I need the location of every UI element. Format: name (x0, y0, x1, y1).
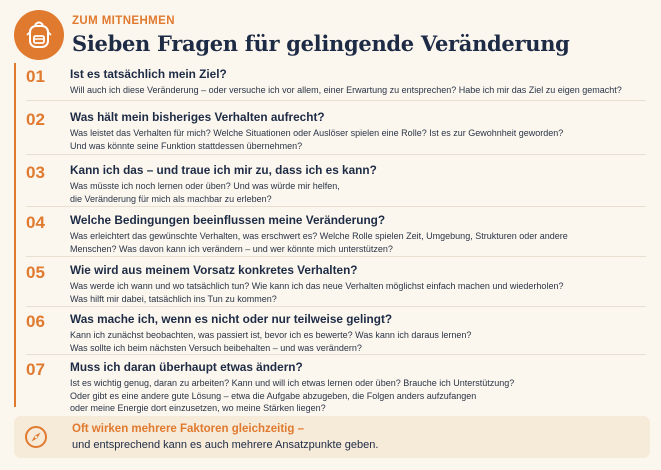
item-text (70, 377, 644, 415)
item-question: Was hält mein bisheriges Verhalten aufrecht? (70, 110, 325, 124)
callout-headline: Oft wirken mehrere Faktoren gleichzeitig – (72, 423, 304, 435)
item-text-line: Was leistet das Verhalten für mich? Welche Situationen oder Auslöser spielen eine Rolle? Ist es zur Gewohnheit geworden? (70, 128, 564, 138)
item-question: Wie wird aus meinem Vorsatz konkretes Verhalten? (70, 263, 358, 277)
item-text-line: Was erleichtert das gewünschte Verhalten, was erschwert es? Welche Rolle spielen Zeit, Umgebung, Strukturen oder andere (70, 231, 568, 241)
divider (26, 154, 646, 155)
item-text-line: Menschen? Was davon kann ich verändern – und wer könnte mich unterstützen? (70, 243, 393, 254)
backpack-icon (14, 10, 64, 60)
item-text-line: Oder gibt es eine andere gute Lösung – etwa die Aufgabe abzugeben, die Folgen anders aufzufangen (70, 390, 477, 401)
item-text (70, 84, 644, 97)
item-question: Was mache ich, wenn es nicht oder nur teilweise gelingt? (70, 312, 393, 326)
item-text-line: oder meine Energie dort einzusetzen, wo meine Stärken liegen? (70, 403, 326, 413)
item-text-line: Was sollte ich beim nächsten Versuch beibehalten – und was verändern? (70, 342, 362, 353)
item-number: 03 (26, 163, 45, 182)
item-number: 07 (26, 360, 45, 379)
item-text-line: Will auch ich diese Veränderung – oder versuche ich vor allem, einer Erwartung zu entsprechen? Habe ich mir das Ziel zu eigen gemacht? (70, 85, 622, 95)
divider (26, 100, 646, 101)
item-number: 01 (26, 67, 45, 86)
page-title: Sieben Fragen für gelingende Veränderung (72, 31, 570, 56)
divider (26, 256, 646, 257)
kicker-label: ZUM MITNEHMEN (72, 15, 175, 27)
item-number: 05 (26, 263, 45, 282)
header (14, 10, 644, 60)
callout-text: und entsprechend kann es auch mehrere Ansatzpunkte geben. (72, 439, 379, 451)
divider (26, 306, 646, 307)
item-text-line: Was werde ich wann und wo tatsächlich tun? Wie kann ich das neue Verhalten möglichst einfach machen und wiederholen? (70, 281, 564, 291)
item-text-line: Was hilft mir dabei, tatsächlich ins Tun zu kommen? (70, 293, 277, 304)
item-question: Kann ich das – und traue ich mir zu, dass ich es kann? (70, 163, 377, 177)
item-text-line: die Veränderung für mich als machbar zu erleben? (70, 193, 272, 204)
item-number: 04 (26, 213, 45, 232)
item-text (70, 280, 644, 305)
accent-line (14, 63, 16, 407)
item-text-line: Was müsste ich noch lernen oder üben? Und was würde mir helfen, (70, 181, 340, 191)
item-number: 06 (26, 312, 45, 331)
item-text-line: Kann ich zunächst beobachten, was passiert ist, bevor ich es bewerte? Was kann ich daraus lernen? (70, 330, 472, 340)
item-text-line: Ist es wichtig genug, daran zu arbeiten? Kann und will ich etwas lernen oder üben? Brauche ich Unterstützung? (70, 378, 515, 388)
item-number: 02 (26, 110, 45, 129)
summary-callout (14, 416, 650, 458)
item-text (70, 180, 644, 205)
item-question: Muss ich daran überhaupt etwas ändern? (70, 360, 303, 374)
item-question: Welche Bedingungen beeinflussen meine Veränderung? (70, 213, 386, 227)
item-text (70, 230, 644, 255)
item-question: Ist es tatsächlich mein Ziel? (70, 67, 227, 81)
item-text (70, 329, 644, 354)
divider (26, 206, 646, 207)
item-text-line: Und was könnte seine Funktion stattdessen übernehmen? (70, 140, 303, 151)
divider (26, 354, 646, 355)
item-text (70, 127, 644, 152)
compass-icon (24, 425, 48, 454)
